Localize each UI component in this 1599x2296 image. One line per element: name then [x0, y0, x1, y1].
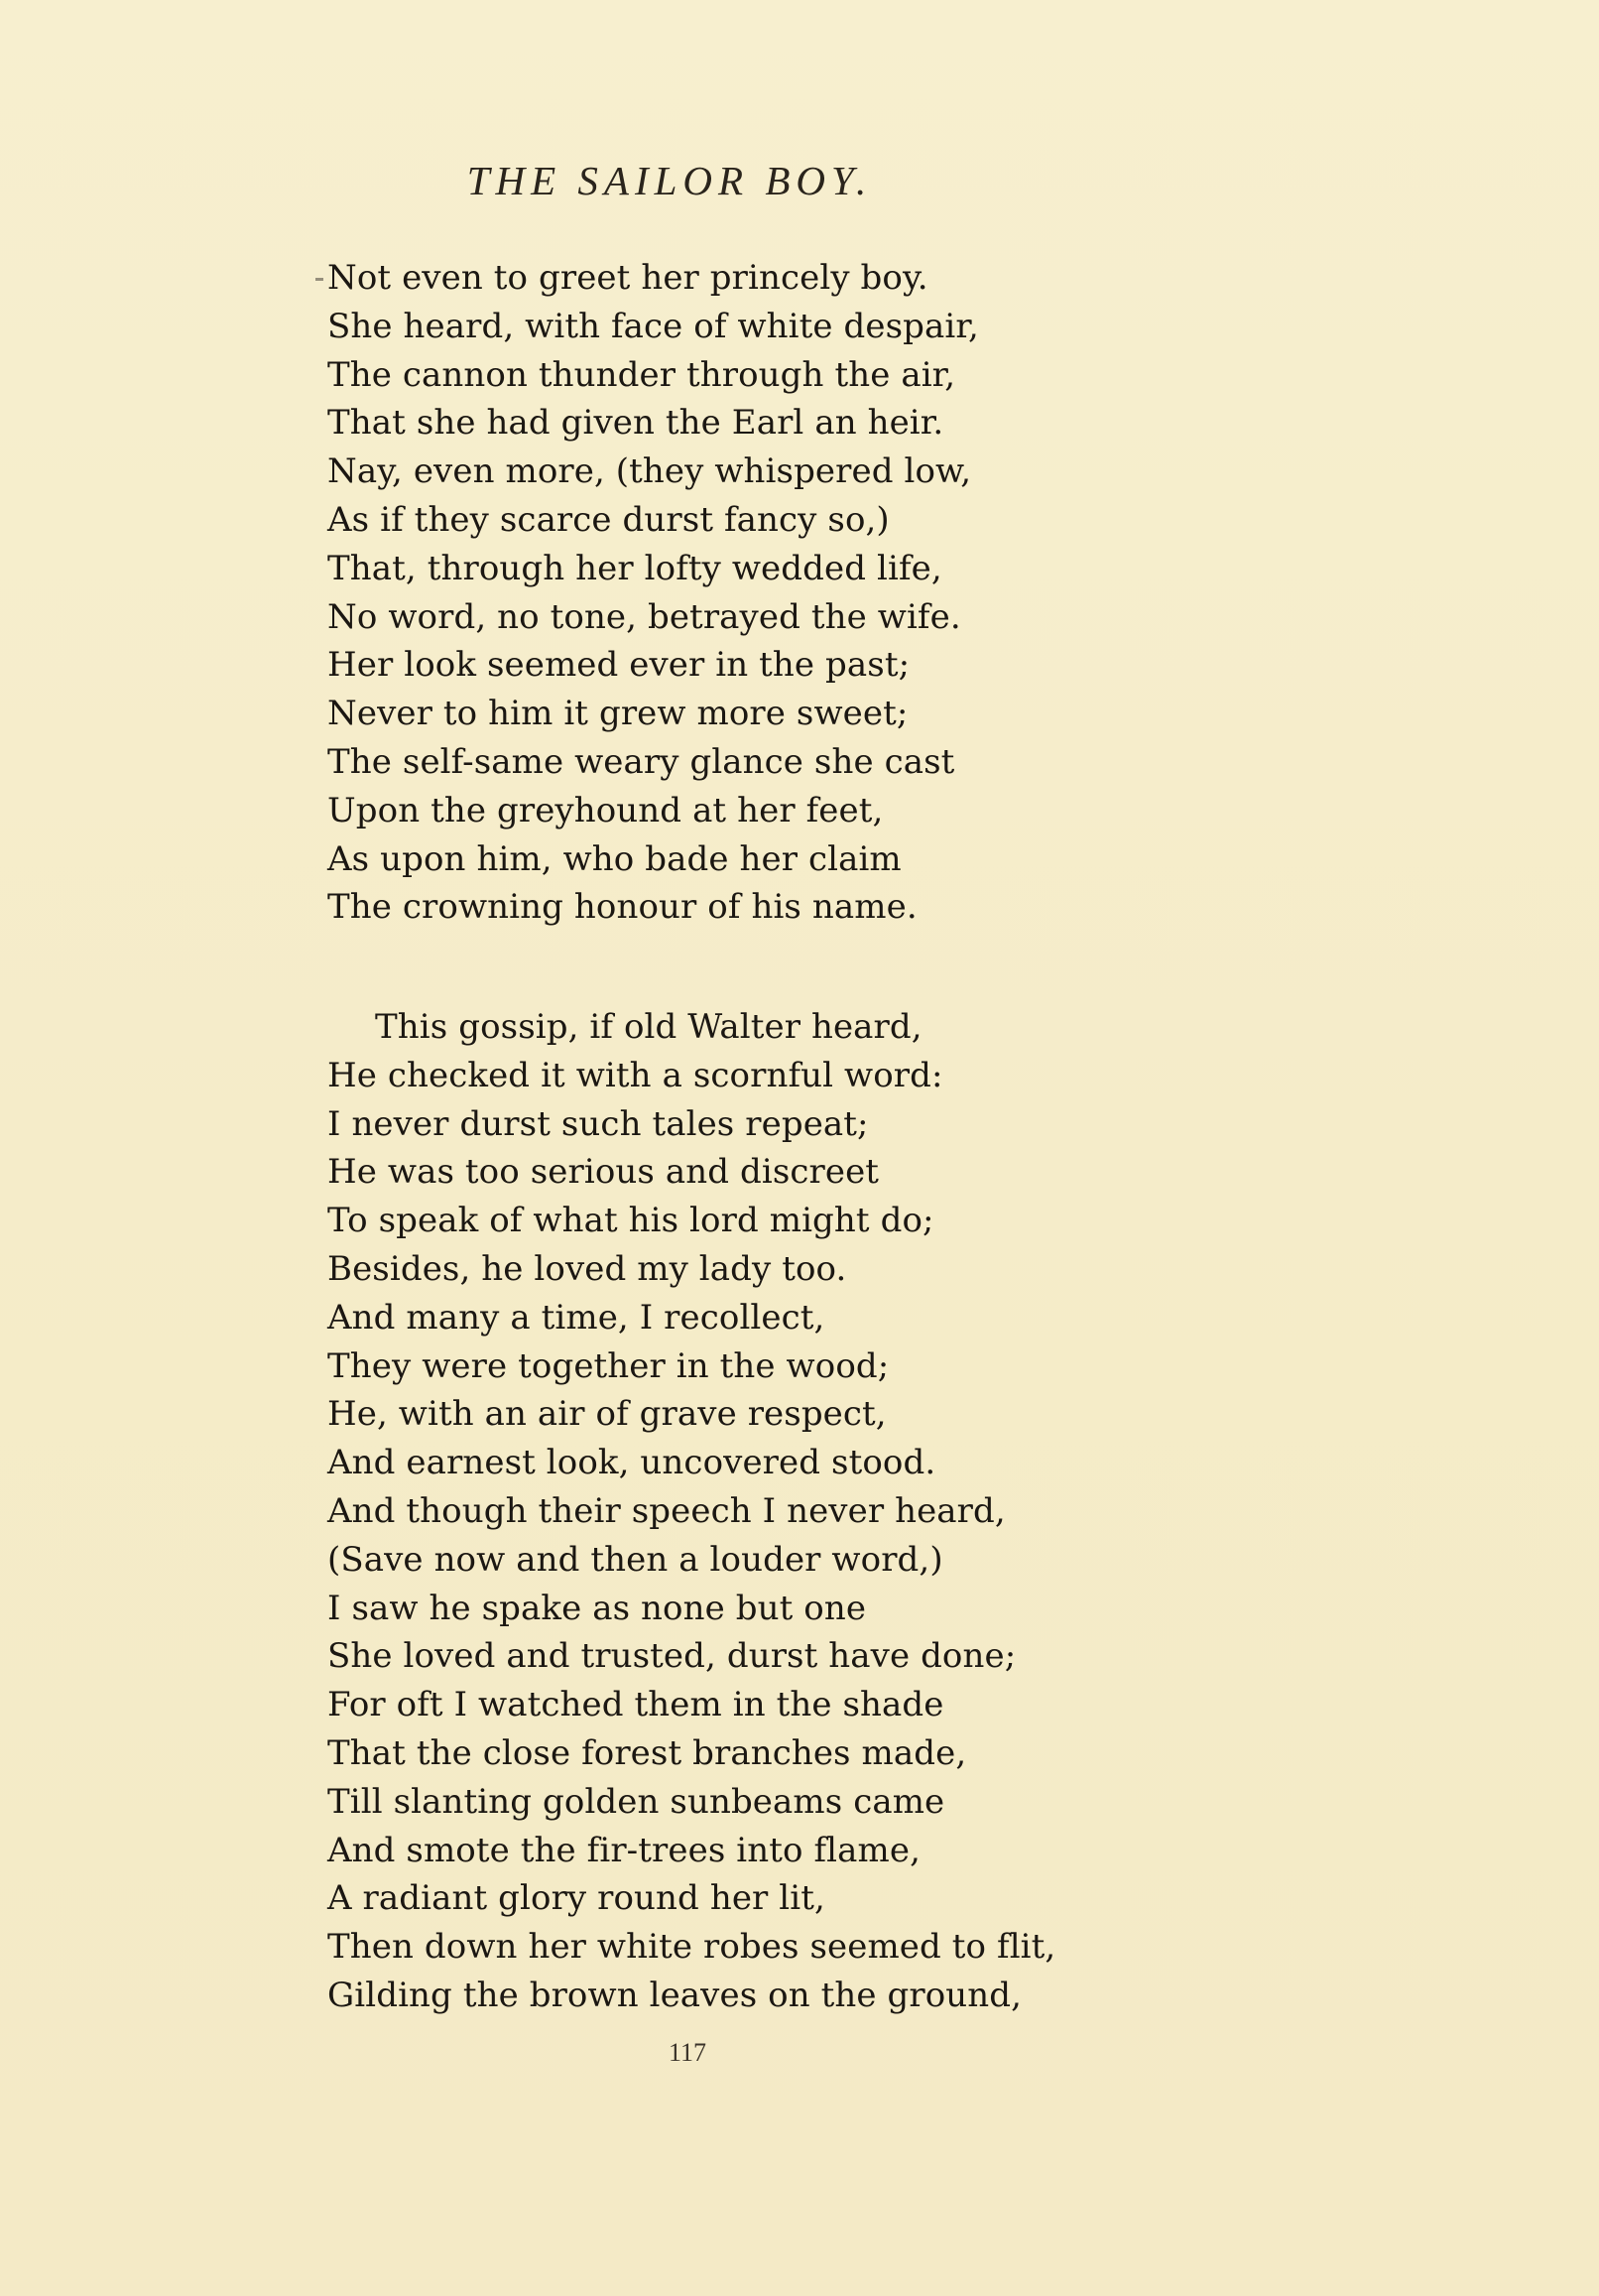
- verse-line: Never to him it grew more sweet;: [327, 694, 909, 734]
- verse-line: Upon the greyhound at her feet,: [327, 790, 884, 830]
- verse-line: And earnest look, uncovered stood.: [327, 1443, 936, 1483]
- verse-line: Her look seemed ever in the past;: [327, 645, 911, 686]
- verse-line: The cannon thunder through the air,: [327, 354, 956, 395]
- verse-line: They were together in the wood;: [327, 1345, 890, 1386]
- verse-line: The self-same weary glance she cast: [327, 741, 955, 782]
- verse-line: No word, no tone, betrayed the wife.: [327, 596, 961, 637]
- verse-line: Nay, even more, (they whispered low,: [327, 451, 972, 492]
- margin-mark: [315, 278, 323, 281]
- verse-line: And smote the fir-trees into flame,: [327, 1830, 921, 1870]
- verse-line: And many a time, I recollect,: [327, 1297, 825, 1338]
- verse-line: This gossip, if old Walter heard,: [375, 1007, 922, 1047]
- verse-line: Then down her white robes seemed to flit,: [327, 1927, 1056, 1968]
- verse-line: He checked it with a scornful word:: [327, 1055, 943, 1095]
- verse-line: That the close forest branches made,: [327, 1732, 967, 1773]
- verse-line: A radiant glory round her lit,: [327, 1878, 825, 1919]
- verse-line: He, with an air of grave respect,: [327, 1394, 887, 1435]
- verse-line: To speak of what his lord might do;: [327, 1201, 934, 1241]
- verse-line: Besides, he loved my lady too.: [327, 1248, 847, 1289]
- page-number: 117: [668, 2038, 707, 2067]
- verse-line: Gilding the brown leaves on the ground,: [327, 1975, 1023, 2015]
- verse-line: As if they scarce durst fancy so,): [327, 499, 890, 540]
- verse-line: That she had given the Earl an heir.: [327, 403, 944, 444]
- verse-line: He was too serious and discreet: [327, 1152, 880, 1193]
- verse-line: As upon him, who bade her claim: [327, 838, 902, 879]
- verse-line: That, through her lofty wedded life,: [327, 548, 942, 588]
- verse-line: She loved and trusted, durst have done;: [327, 1636, 1017, 1677]
- verse-line: I never durst such tales repeat;: [327, 1103, 869, 1144]
- verse-line: For oft I watched them in the shade: [327, 1685, 944, 1725]
- verse-line: Not even to greet her princely boy.: [327, 258, 928, 298]
- stanza-2: [327, 1003, 1055, 2020]
- running-head: THE SAILOR BOY.: [466, 158, 873, 203]
- verse-line: I saw he spake as none but one: [327, 1588, 867, 1628]
- verse-line: Till slanting golden sunbeams came: [327, 1781, 945, 1822]
- verse-line: And though their speech I never heard,: [327, 1490, 1006, 1531]
- stanza-1: [327, 254, 979, 932]
- verse-line: (Save now and then a louder word,): [327, 1539, 943, 1580]
- verse-line: The crowning honour of his name.: [327, 887, 918, 928]
- verse-line: She heard, with face of white despair,: [327, 306, 979, 346]
